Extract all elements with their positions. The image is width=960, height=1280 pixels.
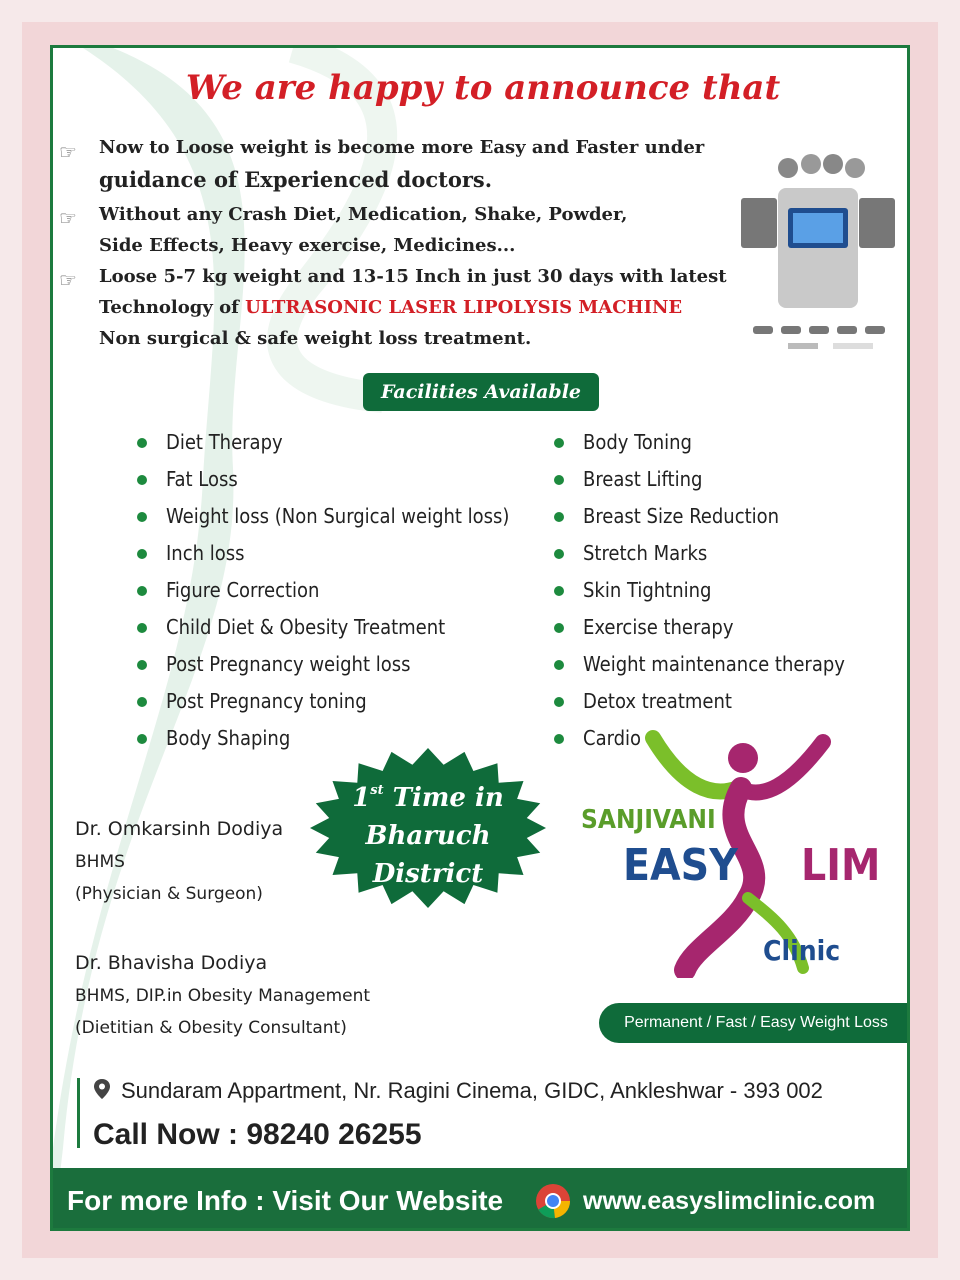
point-2-line-1: Without any Crash Diet, Medication, Shake, Powder, xyxy=(99,204,628,225)
facility-label: Diet Therapy xyxy=(166,430,283,454)
logo-lim: LIM xyxy=(801,840,881,891)
facility-item xyxy=(554,424,845,461)
point-1-line-2: guidance of Experienced doctors. xyxy=(99,167,493,192)
point-2-line-2: Side Effects, Heavy exercise, Medicines... xyxy=(99,235,516,256)
facilities-right-list xyxy=(554,424,845,757)
website-link[interactable]: www.easyslimclinic.com xyxy=(583,1187,876,1215)
facility-label: Body Toning xyxy=(583,430,692,454)
facility-item xyxy=(137,461,509,498)
tagline: Permanent / Fast / Easy Weight Loss xyxy=(599,1003,910,1043)
pointing-hand-icon: ☞ xyxy=(59,208,77,230)
bullet-icon xyxy=(554,660,564,670)
bullet-icon xyxy=(137,586,147,596)
facility-label: Stretch Marks xyxy=(583,541,708,565)
doctor-2-degree: BHMS, DIP.in Obesity Management xyxy=(75,986,371,1006)
facility-label: Cardio xyxy=(583,726,642,750)
doctor-1 xyxy=(75,818,283,910)
call-now[interactable]: Call Now : 98240 26255 xyxy=(93,1118,422,1151)
facility-label: Weight maintenance therapy xyxy=(583,652,845,676)
facility-label: Child Diet & Obesity Treatment xyxy=(166,615,446,639)
footer-text: For more Info : Visit Our Website xyxy=(67,1185,504,1216)
bullet-icon xyxy=(554,549,564,559)
facility-item xyxy=(554,572,845,609)
bullet-icon xyxy=(137,623,147,633)
facility-item xyxy=(137,572,509,609)
facility-item xyxy=(554,646,845,683)
badge-line-3: District xyxy=(372,859,484,889)
bullet-icon xyxy=(554,586,564,596)
facility-label: Post Pregnancy weight loss xyxy=(166,652,411,676)
bullet-icon xyxy=(137,475,147,485)
pointing-hand-icon: ☞ xyxy=(59,270,77,292)
logo-easy: EASY xyxy=(623,840,738,891)
address xyxy=(93,1078,823,1104)
facility-item xyxy=(554,498,845,535)
point-2 xyxy=(99,199,627,261)
facility-item xyxy=(554,535,845,572)
bullet-icon xyxy=(137,549,147,559)
bullet-icon xyxy=(137,697,147,707)
logo-clinic: Clinic xyxy=(763,934,841,967)
bullet-icon xyxy=(137,512,147,522)
clinic-logo xyxy=(573,728,910,978)
point-1 xyxy=(99,132,704,197)
badge-line-1: 1st Time in xyxy=(352,783,504,813)
point-1-line-1: Now to Loose weight is become more Easy and Faster under xyxy=(99,137,705,158)
facility-label: Body Shaping xyxy=(166,726,291,750)
starburst-badge xyxy=(308,748,548,908)
point-3-line-1: Loose 5-7 kg weight and 13-15 Inch in just 30 days with latest xyxy=(99,266,727,287)
doctor-1-degree: BHMS xyxy=(75,852,125,872)
doctor-2-name: Dr. Bhavisha Dodiya xyxy=(75,952,268,974)
divider xyxy=(77,1078,80,1148)
facilities-left-list xyxy=(137,424,509,757)
facility-label: Inch loss xyxy=(166,541,245,565)
address-text: Sundaram Appartment, Nr. Ragini Cinema, GIDC, Ankleshwar - 393 002 xyxy=(121,1078,823,1103)
machine-name: ULTRASONIC LASER LIPOLYSIS MACHINE xyxy=(245,297,683,318)
facility-item xyxy=(137,498,509,535)
lipolysis-machine-image xyxy=(733,138,909,358)
bullet-icon xyxy=(137,660,147,670)
facility-item xyxy=(554,609,845,646)
facility-label: Fat Loss xyxy=(166,467,238,491)
doctor-1-name: Dr. Omkarsinh Dodiya xyxy=(75,818,284,840)
facility-label: Post Pregnancy toning xyxy=(166,689,367,713)
facility-label: Figure Correction xyxy=(166,578,320,602)
facility-label: Weight loss (Non Surgical weight loss) xyxy=(166,504,510,528)
bullet-icon xyxy=(554,475,564,485)
bullet-icon xyxy=(554,734,564,744)
facility-item xyxy=(137,609,509,646)
facility-label: Skin Tightning xyxy=(583,578,712,602)
facility-label: Breast Lifting xyxy=(583,467,703,491)
bullet-icon xyxy=(554,697,564,707)
facility-item xyxy=(137,646,509,683)
facility-item xyxy=(554,461,845,498)
badge-line-2: Bharuch xyxy=(365,821,491,851)
bullet-icon xyxy=(137,734,147,744)
doctor-2 xyxy=(75,952,370,1044)
facility-label: Exercise therapy xyxy=(583,615,734,639)
facility-label: Breast Size Reduction xyxy=(583,504,780,528)
bullet-icon xyxy=(554,512,564,522)
facility-item xyxy=(554,683,845,720)
poster xyxy=(50,45,910,1231)
point-3 xyxy=(99,261,727,354)
facility-item xyxy=(137,683,509,720)
bullet-icon xyxy=(554,623,564,633)
doctor-2-role: (Dietitian & Obesity Consultant) xyxy=(75,1018,347,1038)
facility-item xyxy=(137,424,509,461)
doctor-1-role: (Physician & Surgeon) xyxy=(75,884,263,904)
facility-label: Detox treatment xyxy=(583,689,732,713)
pointing-hand-icon: ☞ xyxy=(59,142,77,164)
logo-sanjivani: SANJIVANI xyxy=(581,805,716,835)
point-3-line-3: Non surgical & safe weight loss treatment. xyxy=(99,328,532,349)
chrome-icon xyxy=(535,1183,571,1219)
facilities-title: Facilities Available xyxy=(363,373,599,411)
point-3-prefix: Technology of xyxy=(99,297,246,318)
headline: We are happy to announce that xyxy=(185,68,781,108)
footer-bar xyxy=(53,1168,910,1231)
location-pin-icon xyxy=(93,1078,111,1100)
point-3-line-2 xyxy=(99,292,727,323)
bullet-icon xyxy=(137,438,147,448)
bullet-icon xyxy=(554,438,564,448)
facility-item xyxy=(137,535,509,572)
